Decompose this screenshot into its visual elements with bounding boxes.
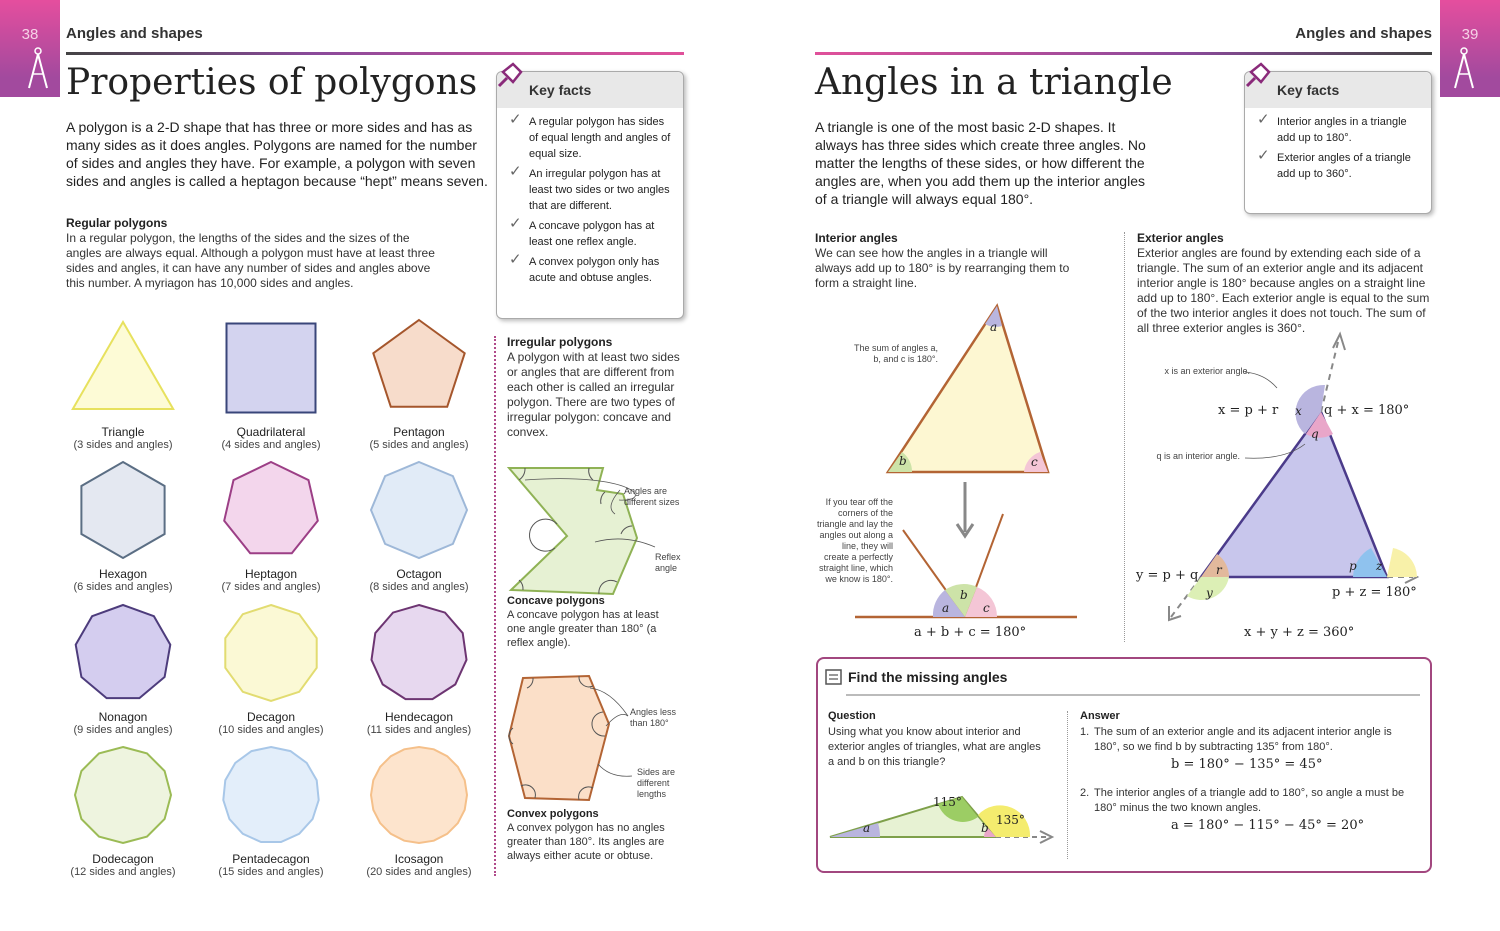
angles-less-label: Angles less than 180°	[630, 707, 677, 728]
polygon-card	[58, 745, 188, 878]
convex-heading: Convex polygons	[507, 808, 599, 820]
polygon-name: Nonagon	[98, 710, 148, 724]
check-icon: ✓	[509, 215, 522, 232]
pushpin-icon	[1239, 60, 1273, 94]
polygon-name: Pentagon	[393, 425, 445, 439]
interior-triangle-diagram	[880, 300, 1060, 476]
step2-formula: a = 180° − 115° − 45° = 20°	[1171, 818, 1365, 833]
tear-label: If you tear off the corners of the triangle and lay the angles out along a line, they will create a perfectly straight line, which we know is 180°.	[816, 497, 893, 584]
regular-text: In a regular polygon, the lengths of the sides and the sizes of the angles are always equal. Although a polygon must have at least three sides and angles, it can have any number of sides and angles above this number. A myriagon has 10,000 sides and angles.	[66, 231, 435, 290]
polygon-name: Icosagon	[394, 852, 444, 866]
angle-a-label: a	[863, 821, 871, 835]
polygon-card	[354, 603, 484, 736]
compass-icon	[26, 46, 50, 92]
interior-formula: a + b + c = 180°	[914, 625, 1027, 640]
polygon-description: (3 sides and angles)	[73, 439, 173, 451]
formula-y: y = p + q	[1136, 568, 1199, 583]
step1-text: The sum of an exterior angle and its adjacent interior angle is 180°, so we find b by subtracting 135° from 180°.	[1094, 726, 1392, 753]
convex-label-pointers	[580, 680, 640, 790]
intro-text: A triangle is one of the most basic 2-D shapes. It always has three sides which create three angles. No matter the lengths of these sides, or how different the angles are, when you add them up the interior angles of a triangle will always equal 180°.	[815, 119, 1146, 207]
polygon-shape	[354, 745, 484, 845]
polygon-description: (7 sides and angles)	[221, 581, 321, 593]
formula-qx: q + x = 180°	[1324, 403, 1410, 418]
angle-q-label: q	[1311, 427, 1319, 441]
convex-text: A convex polygon has no angles greater than 180°. Its angles are always either acute or obtuse.	[507, 822, 665, 862]
formula-x: x = p + r	[1218, 403, 1279, 418]
polygon-card	[58, 603, 188, 736]
running-head: Angles and shapes	[1295, 25, 1432, 42]
check-icon: ✓	[509, 111, 522, 128]
question-triangle-diagram	[826, 783, 1061, 845]
page-title: Properties of polygons	[66, 62, 478, 103]
polygon-name: Hendecagon	[384, 710, 454, 724]
polygon-description: (10 sides and angles)	[218, 724, 324, 736]
polygon-shape	[206, 318, 336, 418]
polygon-description: (12 sides and angles)	[70, 866, 176, 878]
polygon-name: Quadrilateral	[236, 425, 306, 439]
page-number: 39	[1461, 26, 1479, 43]
polygon-description: (11 sides and angles)	[366, 724, 472, 736]
polygon-shape	[354, 318, 484, 418]
angle-y-label: y	[1206, 586, 1213, 600]
formula-pz: p + z = 180°	[1332, 585, 1417, 600]
polygon-card	[58, 318, 188, 451]
check-icon: ✓	[509, 251, 522, 268]
polygon-name: Triangle	[101, 425, 145, 439]
exterior-heading: Exterior angles	[1137, 231, 1224, 245]
polygon-description: (9 sides and angles)	[73, 724, 173, 736]
polygon-name: Heptagon	[244, 567, 298, 581]
page-tab	[1440, 0, 1500, 97]
polygon-shape	[58, 460, 188, 560]
concave-text: A concave polygon has at least one angle greater than 180° (a reflex angle).	[507, 609, 659, 649]
polygon-card	[354, 460, 484, 593]
header-rule	[66, 52, 684, 55]
find-heading: Find the missing angles	[848, 669, 1008, 685]
key-fact-item: ✓ Interior angles in a triangle add up to 180°.	[1257, 111, 1407, 144]
polygon-name: Decagon	[246, 710, 296, 724]
find-rule	[846, 694, 1420, 696]
angle-a-label: a	[942, 601, 950, 615]
angle-b-label: b	[960, 588, 968, 602]
polygon-name: Octagon	[396, 567, 442, 581]
x-exterior-label: x is an exterior angle.	[1164, 366, 1250, 376]
polygon-shape	[58, 745, 188, 845]
angle-b-label: b	[981, 821, 989, 835]
polygon-card	[206, 318, 336, 451]
right-page	[750, 0, 1500, 931]
exterior-text: Exterior angles are found by extending each side of a triangle. The sum of an exterior angle and its adjacent interior angle is 180° because angles on a straight line add up to 180°. Each exterior angle is equal to the sum of the two interior angles it does not touch. The sum of all three exterior angles is 360°.	[1137, 246, 1430, 335]
answer-heading: Answer	[1080, 710, 1120, 722]
key-facts-heading: Key facts	[497, 72, 683, 108]
step2-number: 2.	[1080, 787, 1090, 799]
polygon-shape	[58, 603, 188, 703]
formula-sum: x + y + z = 360°	[1244, 625, 1355, 640]
key-facts-heading: Key facts	[1245, 72, 1431, 108]
find-divider	[1067, 711, 1068, 859]
sides-different-label: Sides are different lengths	[637, 767, 676, 799]
reflex-angle-label: Reflex angle	[655, 552, 681, 573]
polygon-description: (8 sides and angles)	[369, 581, 469, 593]
irregular-text: A polygon with at least two sides or angles that are different from each other is called an irregular polygon. There are two types of irregular polygon: concave and convex.	[507, 350, 680, 439]
polygon-description: (6 sides and angles)	[73, 581, 173, 593]
angle-115-label: 115°	[933, 795, 962, 809]
polygon-description: (5 sides and angles)	[369, 439, 469, 451]
polygon-shape	[354, 460, 484, 560]
interior-heading: Interior angles	[815, 231, 898, 245]
regular-heading: Regular polygons	[66, 216, 168, 230]
angles-different-label: Angles are different sizes	[624, 486, 680, 507]
step1-number: 1.	[1080, 726, 1090, 738]
polygon-description: (4 sides and angles)	[221, 439, 321, 451]
polygon-shape	[58, 318, 188, 418]
polygon-shape	[206, 745, 336, 845]
polygon-description: (15 sides and angles)	[218, 866, 324, 878]
step2-text: The interior angles of a triangle add to 180°, so angle a must be 180° minus the two known angles.	[1094, 787, 1405, 814]
intro-text: A polygon is a 2-D shape that has three or more sides and has as many sides as it does angles. Polygons are named for the number of sides and angles they have. For example, a polygon with seven sides and angles is called a heptagon because “hept” means seven.	[66, 119, 488, 189]
q-interior-label: q is an interior angle.	[1156, 451, 1240, 461]
angle-c-label: c	[1031, 455, 1038, 469]
key-fact-item: ✓ A convex polygon only has acute and obtuse angles.	[509, 251, 660, 284]
key-facts-box	[496, 71, 684, 319]
question-text: Using what you know about interior and exterior angles of triangles, what are angles a and b on this triangle?	[828, 726, 1041, 768]
polygon-card	[354, 745, 484, 878]
column-divider	[1124, 232, 1125, 642]
polygon-shape	[206, 603, 336, 703]
angle-a-label: a	[990, 320, 998, 334]
key-facts-box	[1244, 71, 1432, 214]
polygon-card	[206, 745, 336, 878]
polygon-card	[206, 460, 336, 593]
page-number: 38	[21, 26, 39, 43]
angle-c-label: c	[983, 601, 990, 615]
concave-heading: Concave polygons	[507, 595, 605, 607]
sum-label: The sum of angles a, b, and c is 180°.	[853, 343, 938, 364]
polygon-description: (20 sides and angles)	[366, 866, 472, 878]
key-fact-item: ✓ A concave polygon has at least one reflex angle.	[509, 215, 655, 248]
page-tab	[0, 0, 60, 97]
key-fact-item: ✓ Exterior angles of a triangle add up to 360°.	[1257, 147, 1411, 180]
angle-135-label: 135°	[996, 813, 1025, 827]
angle-z-label: z	[1376, 559, 1383, 573]
question-heading: Question	[828, 710, 876, 722]
compass-icon	[1452, 46, 1476, 92]
interior-text: We can see how the angles in a triangle will always add up to 180° is by rearranging them to form a straight line.	[815, 246, 1070, 290]
pushpin-icon	[491, 60, 525, 94]
check-icon: ✓	[509, 163, 522, 180]
polygon-shape	[206, 460, 336, 560]
angle-r-label: r	[1216, 563, 1222, 577]
irregular-heading: Irregular polygons	[507, 335, 613, 349]
step1-formula: b = 180° − 135° = 45°	[1171, 757, 1323, 772]
running-head: Angles and shapes	[66, 25, 203, 42]
polygon-card	[58, 460, 188, 593]
page-title: Angles in a triangle	[815, 62, 1173, 103]
angle-x-label: x	[1295, 404, 1302, 418]
angle-p-label: p	[1349, 559, 1357, 573]
check-icon: ✓	[1257, 111, 1270, 128]
worksheet-icon	[824, 667, 844, 687]
polygon-shape	[354, 603, 484, 703]
polygon-card	[354, 318, 484, 451]
key-fact-item: ✓ A regular polygon has sides of equal length and angles of equal size.	[509, 111, 671, 160]
find-missing-angles-box	[816, 657, 1432, 873]
concave-polygon-diagram	[505, 462, 685, 597]
polygon-name: Hexagon	[98, 567, 148, 581]
header-rule	[815, 52, 1432, 55]
key-fact-item: ✓ An irregular polygon has at least two sides or two angles that are different.	[509, 163, 670, 212]
polygon-name: Dodecagon	[92, 852, 154, 866]
polygon-name: Pentadecagon	[232, 852, 310, 866]
check-icon: ✓	[1257, 147, 1270, 164]
angle-b-label: b	[899, 454, 907, 468]
polygon-card	[206, 603, 336, 736]
column-divider	[494, 336, 496, 876]
